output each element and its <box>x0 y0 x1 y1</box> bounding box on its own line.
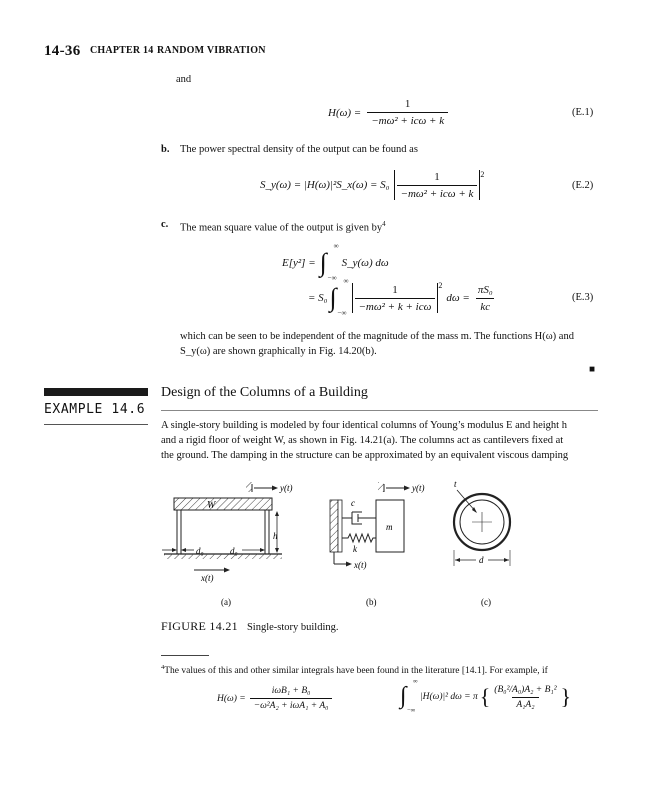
example-bar <box>44 388 148 396</box>
example-label: EXAMPLE 14.6 <box>44 402 146 417</box>
e3b-integral <box>329 277 352 317</box>
e2-exponent: 2 <box>480 170 485 179</box>
figure-number: FIGURE 14.21 <box>161 619 238 633</box>
e3a-integral <box>319 242 342 282</box>
height-arrow-bottom <box>275 548 279 553</box>
part-b-label: (b) <box>366 597 377 607</box>
d0-left-arrowhead <box>172 548 177 552</box>
part-a-label: (a) <box>221 597 231 607</box>
chapter-title: RANDOM VIBRATION <box>157 45 266 56</box>
figure-14-21 <box>150 470 530 615</box>
equation-e3-line1 <box>282 242 389 282</box>
item-b-marker: b. <box>161 144 170 155</box>
mass-label: m <box>386 522 393 532</box>
b-base-plate <box>338 500 342 552</box>
e3a-upper-limit: ∞ <box>333 242 339 250</box>
figure-caption <box>161 619 339 634</box>
building-model <box>162 482 293 607</box>
x-arrowhead <box>224 568 230 573</box>
item-c-text <box>180 217 386 236</box>
e2-lhs: S_y(ω) = |H(ω)|²S_x(ω) = S₀ <box>260 179 390 191</box>
d0-right-label: d₀ <box>230 546 238 556</box>
e2-fraction <box>397 171 478 200</box>
fn-result-numerator: (B₀²/A₀)A₂ + B₁² <box>494 684 557 695</box>
footnote-integral-equation <box>400 678 572 714</box>
b-y-arrowhead <box>404 486 410 491</box>
chapter-label: CHAPTER 14 <box>90 45 154 56</box>
equation-e2 <box>260 170 484 200</box>
fn-h-lhs: H(ω) = <box>217 693 246 704</box>
figure-caption-text: Single-story building. <box>246 622 339 633</box>
height-label: h <box>273 531 278 541</box>
e2-denominator: −mω² + icω + k <box>397 185 478 200</box>
left-brace-icon: { <box>479 684 491 709</box>
integral-icon: ∫ <box>319 248 327 277</box>
e3b-result-den: kc <box>476 298 494 313</box>
fn-result-fraction <box>490 685 560 710</box>
b-y-label: y(t) <box>412 483 425 493</box>
equation-e3-line2 <box>308 277 497 317</box>
a-x-label: x(t) <box>201 573 214 583</box>
example-body-line-2: and a rigid floor of weight W, as shown in Fig. 14.21(a). The columns act as cantilevers fixed at <box>161 435 564 446</box>
d0-left-arrowhead-b <box>181 548 186 552</box>
spring-label: k <box>353 544 357 554</box>
e3-label: (E.3) <box>572 292 594 303</box>
right-brace-icon: } <box>560 684 572 709</box>
d-arrow-left <box>455 558 460 562</box>
damper-label: c <box>351 498 355 508</box>
column-left <box>177 510 181 554</box>
and-text: and <box>176 74 192 85</box>
e3b-dw: dω = <box>446 292 470 304</box>
diameter-label: d <box>479 555 484 565</box>
paragraph-line-2: S_y(ω) are shown graphically in Fig. 14.20(b). <box>180 346 377 357</box>
end-of-example-mark: ■ <box>589 364 596 375</box>
item-c-marker: c. <box>161 219 169 230</box>
page-number: 14-36 <box>44 43 81 59</box>
e3b-numerator: 1 <box>392 283 398 296</box>
weight-label: W <box>207 500 216 511</box>
example-body-line-3: the ground. The damping in the structure can be approximated by an equivalent viscous damping <box>161 450 569 461</box>
item-b-text: The power spectral density of the output can be found as <box>180 144 418 155</box>
spring <box>342 534 376 542</box>
e1-fraction <box>367 98 448 127</box>
item-c-sentence: The mean square value of the output is given by <box>180 222 383 234</box>
column-right <box>265 510 269 554</box>
part-c-label: (c) <box>481 597 491 607</box>
a-y-label: y(t) <box>280 483 293 493</box>
reference-hatch <box>246 482 252 492</box>
example-title: Design of the Columns of a Building <box>161 385 368 400</box>
e3b-lower-limit: −∞ <box>337 309 347 317</box>
footnote-ref: 4 <box>382 220 386 228</box>
height-arrow-top <box>275 511 279 516</box>
e2-abs-bars <box>394 170 481 200</box>
e1-denominator: −mω² + icω + k <box>367 112 448 127</box>
e3a-lower-limit: −∞ <box>327 274 337 282</box>
fn-upper-limit: ∞ <box>413 678 418 685</box>
e3a-lhs: E[y²] = <box>282 257 316 269</box>
footnote-marker: 4 <box>161 664 165 671</box>
example-rule <box>44 424 148 425</box>
e1-lhs: H(ω) = <box>328 106 362 119</box>
title-rule <box>161 410 598 411</box>
footnote-text <box>161 664 548 676</box>
b-x-label: x(t) <box>354 560 367 570</box>
e2-label: (E.2) <box>572 180 594 191</box>
paragraph-line-1: which can be seen to be independent of the magnitude of the mass m. The functions H(ω) and <box>180 331 574 342</box>
thickness-label: t <box>454 479 457 489</box>
e3b-result <box>474 284 497 313</box>
footnote-rule <box>161 655 209 656</box>
e3b-prefix: = S₀ <box>308 292 328 304</box>
e3b-result-num: πS₀ <box>477 283 493 296</box>
y-arrowhead <box>272 486 278 491</box>
footnote-sentence: The values of this and other similar integrals have been found in the literature [14.1]. For example, if <box>164 666 548 677</box>
fn-lower-limit: −∞ <box>407 707 416 714</box>
e3b-abs-bars <box>352 283 439 313</box>
footnote-h-equation <box>217 686 332 711</box>
e3a-integrand: S_y(ω) dω <box>341 257 389 269</box>
fn-h-denominator: −ω²A₂ + iωA₁ + A₀ <box>250 698 333 711</box>
b-x-arrowhead <box>346 562 352 567</box>
e3b-upper-limit: ∞ <box>343 277 349 285</box>
d0-right-arrowhead <box>260 548 265 552</box>
e1-label: (E.1) <box>572 107 594 118</box>
d0-left-label: d₀ <box>196 546 204 556</box>
d-arrow-right <box>504 558 509 562</box>
fn-integral <box>400 678 420 714</box>
e3b-fraction <box>355 284 436 313</box>
e2-numerator: 1 <box>434 170 440 183</box>
b-reference-hatch <box>378 482 384 492</box>
e3b-denominator: −mω² + k + icω <box>355 298 436 313</box>
sdof-model <box>330 482 425 607</box>
example-body-line-1: A single-story building is modeled by four identical columns of Young’s modulus E and height h <box>161 420 567 431</box>
b-base-wall <box>330 500 338 552</box>
fn-int-body: |H(ω)|² dω = π <box>420 692 478 702</box>
integral-icon: ∫ <box>329 283 337 312</box>
e1-numerator: 1 <box>404 98 411 110</box>
fn-h-fraction <box>250 686 333 711</box>
equation-e1 <box>328 98 448 127</box>
e3b-exponent: 2 <box>438 281 443 290</box>
integral-icon: ∫ <box>400 683 407 709</box>
rigid-floor <box>174 498 272 510</box>
fn-result-denominator: A₁A₂ <box>512 697 538 710</box>
ground-hatch <box>164 554 282 559</box>
fn-h-numerator: iωB₁ + B₀ <box>271 686 311 696</box>
column-cross-section <box>454 479 510 607</box>
